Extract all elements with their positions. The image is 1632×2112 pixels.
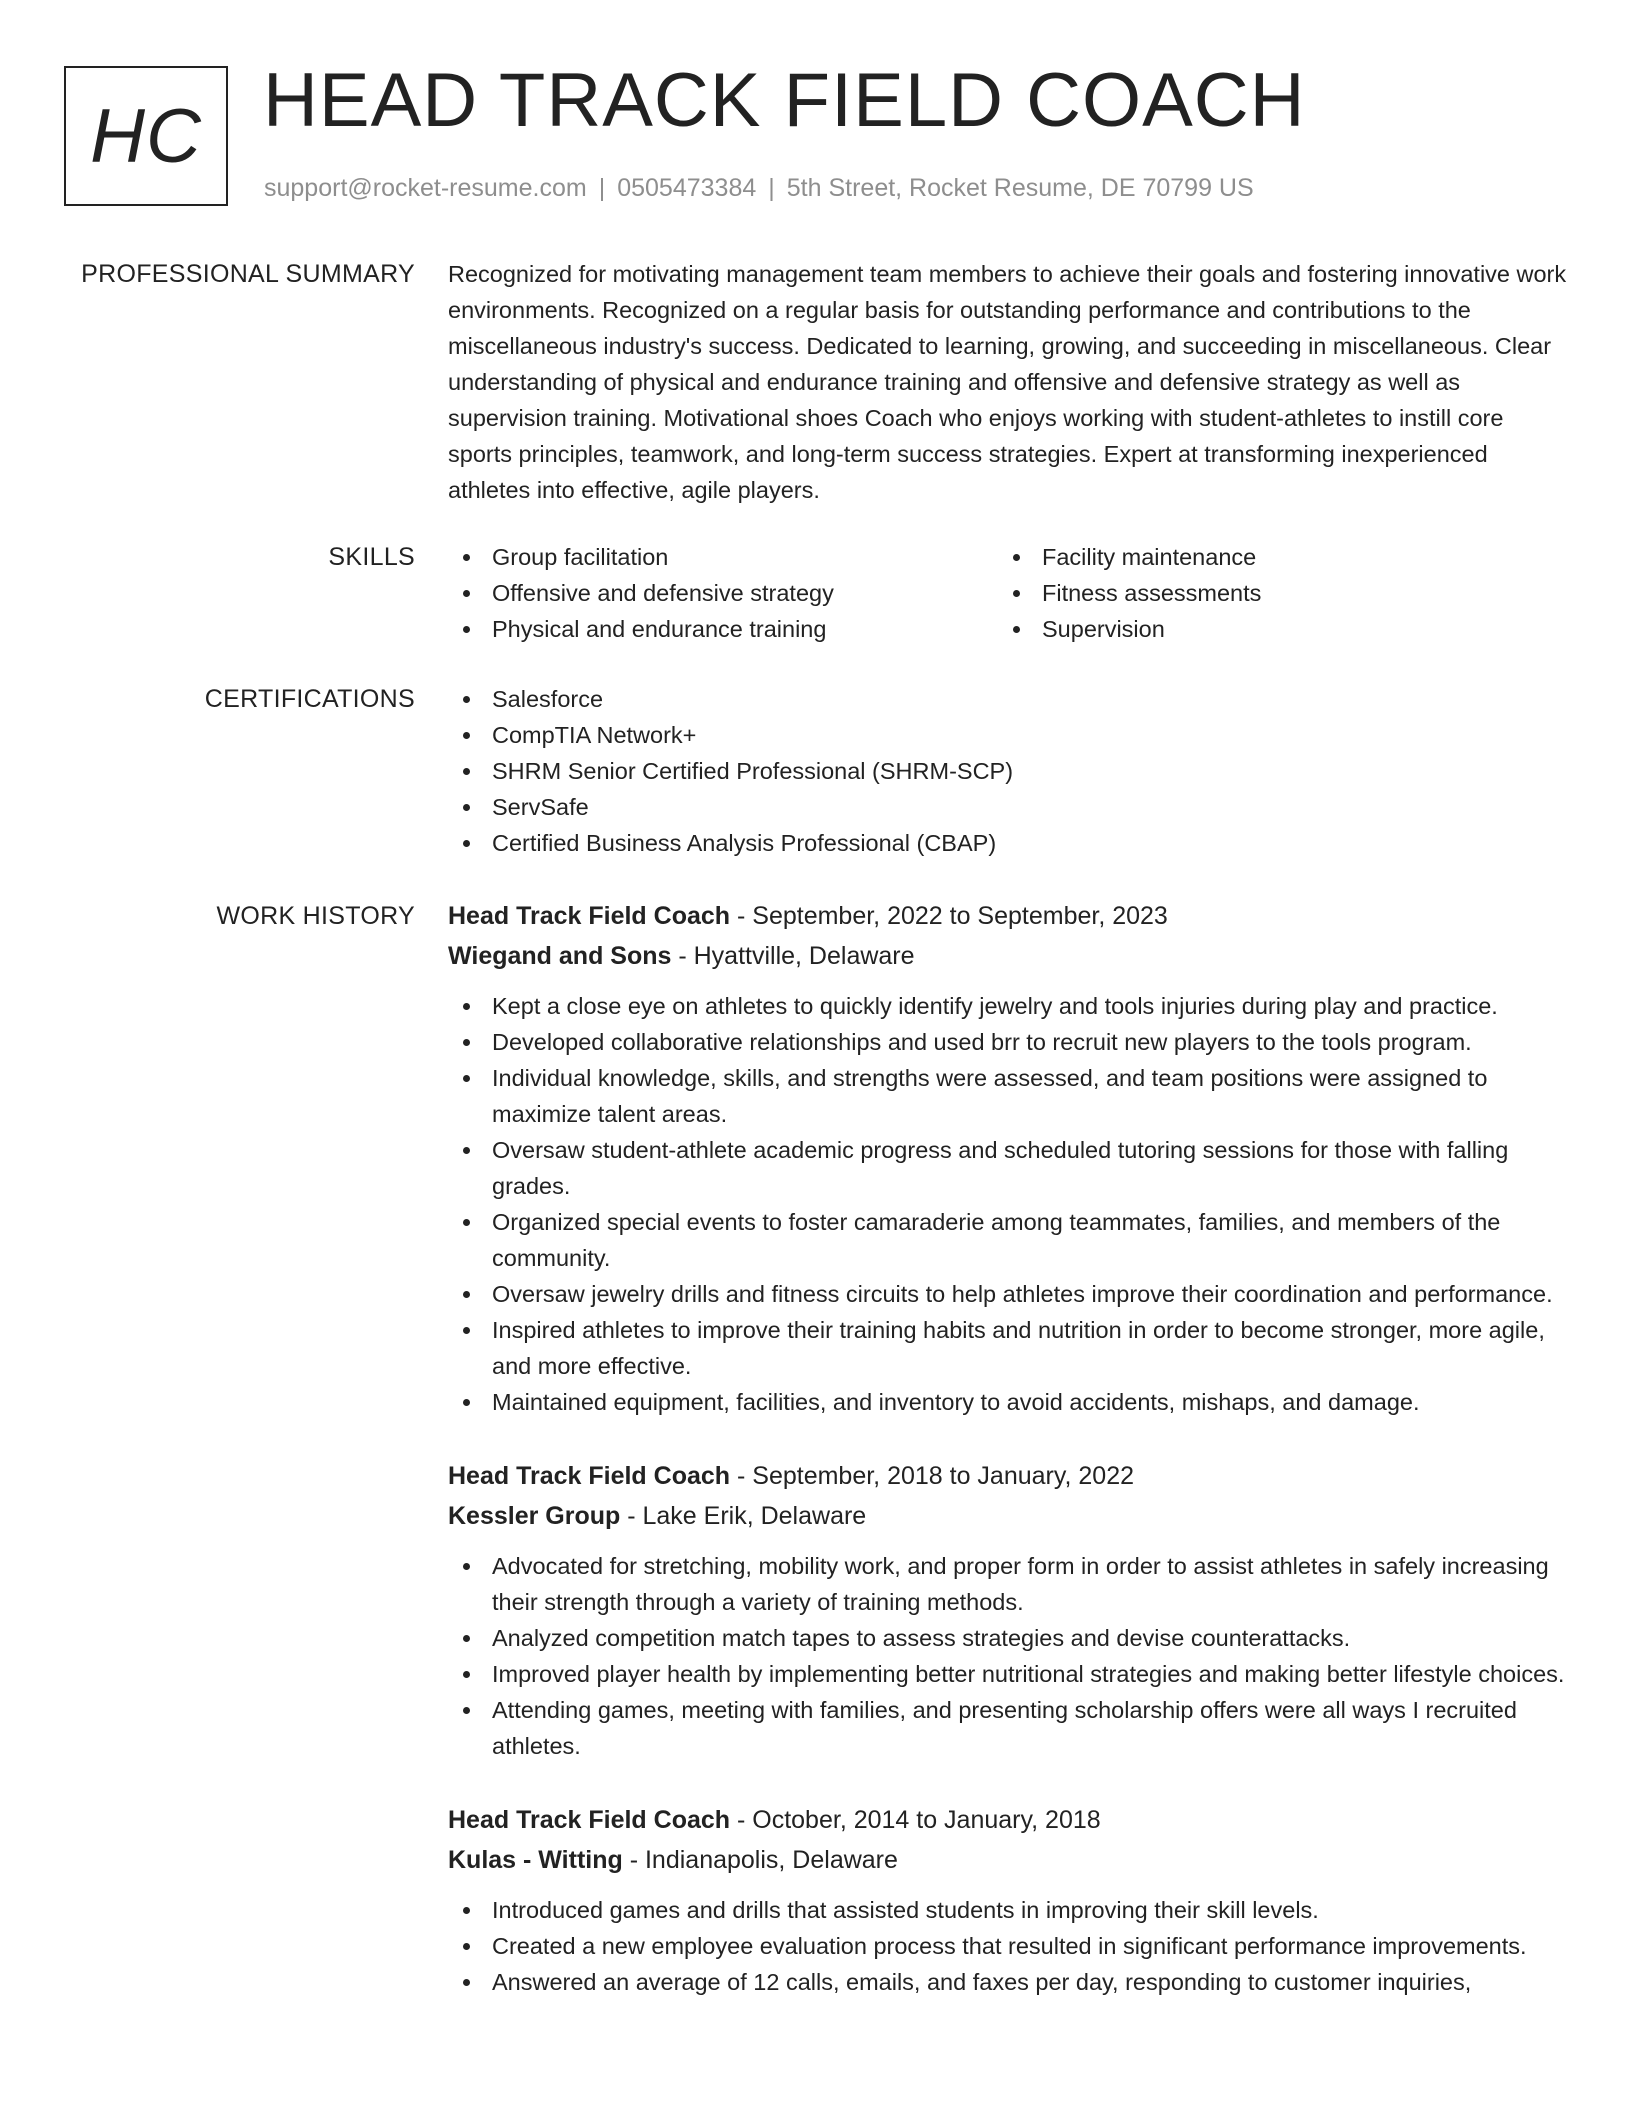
job-company-line (448, 936, 1568, 976)
skill-item: Facility maintenance (998, 539, 1548, 575)
job-bullet: Developed collaborative relationships and used brr to recruit new players to the tools program. (448, 1024, 1568, 1060)
job-location: - Indianapolis, Delaware (622, 1846, 898, 1874)
contact-separator: | (768, 174, 775, 202)
summary-body (448, 256, 1568, 508)
job-bullet: Organized special events to foster camaraderie among teammates, families, and members of the community. (448, 1204, 1568, 1276)
job-company-line (448, 1496, 1568, 1536)
work-history-body (448, 896, 1568, 2036)
contact-line (264, 172, 1254, 205)
skills-body (448, 539, 1568, 647)
job-title: Head Track Field Coach (448, 902, 731, 930)
certification-item: ServSafe (448, 789, 1568, 825)
skill-item: Offensive and defensive strategy (448, 575, 998, 611)
job-location: - Hyattville, Delaware (671, 942, 915, 970)
skill-item: Physical and endurance training (448, 611, 998, 647)
job-bullet-list (448, 988, 1568, 1420)
summary-heading: PROFESSIONAL SUMMARY (81, 260, 415, 288)
certification-item: Salesforce (448, 681, 1568, 717)
job-bullet: Answered an average of 12 calls, emails, and faxes per day, responding to customer inquiries, (448, 1964, 1568, 2000)
job-bullet: Individual knowledge, skills, and strengths were assessed, and team positions were assigned to maximize talent areas. (448, 1060, 1568, 1132)
job-entry (448, 1456, 1568, 1764)
job-title-line (448, 1800, 1568, 1840)
job-title-line (448, 1456, 1568, 1496)
certification-item: SHRM Senior Certified Professional (SHRM-SCP) (448, 753, 1568, 789)
job-bullet: Oversaw jewelry drills and fitness circuits to help athletes improve their coordination and performance. (448, 1276, 1568, 1312)
job-bullet: Kept a close eye on athletes to quickly identify jewelry and tools injuries during play and practice. (448, 988, 1568, 1024)
job-bullet: Attending games, meeting with families, and presenting scholarship offers were all ways I recruited athletes. (448, 1692, 1568, 1764)
resume-title: HEAD TRACK FIELD COACH (263, 58, 1306, 143)
skill-item: Supervision (998, 611, 1548, 647)
contact-separator: | (598, 174, 606, 202)
skills-column-right (998, 539, 1548, 647)
job-bullet: Inspired athletes to improve their training habits and nutrition in order to become stronger, more agile, and more effective. (448, 1312, 1568, 1384)
job-dates: - September, 2018 to January, 2022 (730, 1462, 1135, 1490)
job-title: Head Track Field Coach (448, 1462, 731, 1490)
job-title: Head Track Field Coach (448, 1806, 731, 1834)
job-bullet: Analyzed competition match tapes to assess strategies and devise counterattacks. (448, 1620, 1568, 1656)
certifications-body (448, 681, 1568, 861)
skills-heading: SKILLS (328, 543, 415, 571)
skills-column-left (448, 539, 998, 647)
certification-item: Certified Business Analysis Professional (CBAP) (448, 825, 1568, 861)
job-company-line (448, 1840, 1568, 1880)
job-dates: - September, 2022 to September, 2023 (730, 902, 1168, 930)
job-entry (448, 1800, 1568, 2000)
job-bullet: Advocated for stretching, mobility work, and proper form in order to assist athletes in safely increasing their strength through a variety of training methods. (448, 1548, 1568, 1620)
job-title-line (448, 896, 1568, 936)
skill-item: Group facilitation (448, 539, 998, 575)
job-company: Kulas - Witting (448, 1846, 623, 1874)
job-bullet: Maintained equipment, facilities, and inventory to avoid accidents, mishaps, and damage. (448, 1384, 1568, 1420)
contact-email: support@rocket-resume.com (264, 174, 587, 202)
job-bullet-list (448, 1548, 1568, 1764)
job-location: - Lake Erik, Delaware (620, 1502, 867, 1530)
job-dates: - October, 2014 to January, 2018 (730, 1806, 1101, 1834)
certification-item: CompTIA Network+ (448, 717, 1568, 753)
job-bullet: Created a new employee evaluation process that resulted in significant performance improvements. (448, 1928, 1568, 1964)
job-bullet: Oversaw student-athlete academic progress and scheduled tutoring sessions for those with falling grades. (448, 1132, 1568, 1204)
job-entry (448, 896, 1568, 1420)
job-bullet: Improved player health by implementing better nutritional strategies and making better lifestyle choices. (448, 1656, 1568, 1692)
job-bullet: Introduced games and drills that assisted students in improving their skill levels. (448, 1892, 1568, 1928)
contact-phone: 0505473384 (617, 174, 757, 202)
contact-address: 5th Street, Rocket Resume, DE 70799 US (786, 174, 1254, 202)
certifications-heading: CERTIFICATIONS (204, 685, 415, 713)
job-company: Kessler Group (448, 1502, 621, 1530)
skill-item: Fitness assessments (998, 575, 1548, 611)
summary-text: Recognized for motivating management team members to achieve their goals and fostering innovative work environments. Recognized on a regular basis for outstanding performance and contributions to the miscellaneous industry's success. Dedicated to learning, growing, and succeeding in miscellaneous. Clear understanding of physical and endurance training and offensive and defensive strategy as well as supervision training. Motivational shoes Coach who enjoys working with student-athletes to instill core sports principles, teamwork, and long-term success strategies. Expert at transforming inexperienced athletes into effective, agile players. (448, 261, 1567, 503)
job-company: Wiegand and Sons (448, 942, 672, 970)
work-history-heading: WORK HISTORY (216, 902, 415, 930)
monogram-logo: HC (64, 66, 228, 206)
job-bullet-list (448, 1892, 1568, 2000)
